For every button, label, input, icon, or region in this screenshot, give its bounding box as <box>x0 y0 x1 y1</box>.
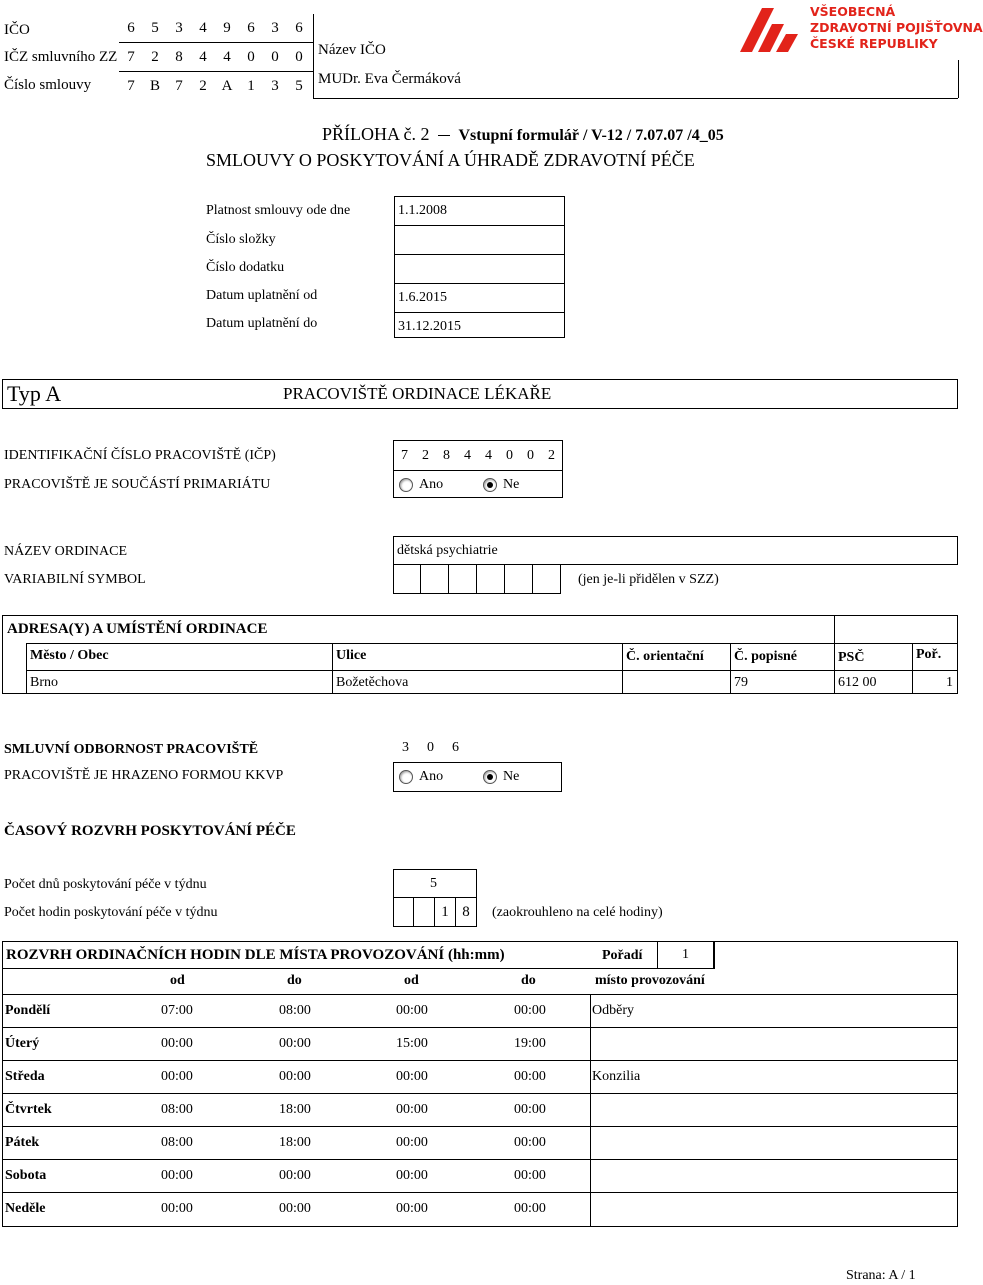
schedule-grid-line <box>2 1093 958 1094</box>
orientation-number-header: Č. orientační <box>626 649 704 664</box>
specialty-digit: 0 <box>427 740 434 755</box>
schedule-grid-line <box>2 994 958 995</box>
thursday-to-1: 18:00 <box>279 1102 311 1117</box>
ico-label: IČO <box>4 22 30 38</box>
contract-digit: 3 <box>271 78 279 94</box>
address-col-line <box>622 643 623 694</box>
contract-digit: 7 <box>175 78 183 94</box>
icp-digit: 2 <box>548 448 555 463</box>
day-tuesday: Úterý <box>5 1036 40 1051</box>
sunday-from-2: 00:00 <box>396 1201 428 1216</box>
day-thursday: Čtvrtek <box>5 1102 52 1117</box>
hours-cell[interactable] <box>414 897 435 927</box>
address-col-line <box>26 643 27 694</box>
schedule-title: ROZVRH ORDINAČNÍCH HODIN DLE MÍSTA PROVOZOVÁNÍ (hh:mm) <box>6 947 505 963</box>
contract-digit: 7 <box>127 78 135 94</box>
address-descriptive-number: 79 <box>734 675 748 690</box>
friday-to-2: 00:00 <box>514 1135 546 1150</box>
kkvp-yes-label: Ano <box>419 769 444 784</box>
ico-digit: 3 <box>271 20 279 36</box>
schedule-order-label: Pořadí <box>602 948 643 963</box>
icp-digit: 0 <box>527 448 534 463</box>
address-col-line <box>912 643 913 694</box>
contract-digit: 1 <box>247 78 255 94</box>
valid-from-label: Datum uplatnění od <box>206 288 318 303</box>
schedule-grid-line <box>2 1027 958 1028</box>
variable-symbol-cells <box>393 564 561 594</box>
friday-from-1: 08:00 <box>161 1135 193 1150</box>
monday-from-1: 07:00 <box>161 1003 193 1018</box>
specialty-digits <box>393 734 483 763</box>
address-header-line <box>26 643 958 644</box>
address-street: Božetěchova <box>336 675 409 690</box>
address-postal-code: 612 00 <box>838 675 877 690</box>
hours-per-week-cells <box>393 897 477 927</box>
sunday-to-1: 00:00 <box>279 1201 311 1216</box>
address-col-line <box>834 615 835 694</box>
wednesday-from-1: 00:00 <box>161 1069 193 1084</box>
icz-digit: 4 <box>223 49 231 65</box>
specialty-digit: 3 <box>402 740 409 755</box>
radio-selected-icon[interactable] <box>483 478 497 492</box>
day-friday: Pátek <box>5 1135 40 1150</box>
office-name-label: NÁZEV ORDINACE <box>4 544 128 559</box>
contract-digits <box>119 72 313 100</box>
header-digit-grid <box>119 14 313 100</box>
icz-digit: 8 <box>175 49 183 65</box>
primariat-no-label: Ne <box>503 477 520 492</box>
icz-digits <box>119 43 313 72</box>
address-section <box>2 615 958 694</box>
kkvp-radios <box>393 762 562 792</box>
variable-symbol-label: VARIABILNÍ SYMBOL <box>4 572 146 587</box>
primariat-no-option[interactable] <box>483 471 519 499</box>
day-saturday: Sobota <box>5 1168 47 1183</box>
icz-digit: 2 <box>151 49 159 65</box>
radio-icon[interactable] <box>399 770 413 784</box>
kkvp-label: PRACOVIŠTĚ JE HRAZENO FORMOU KKVP <box>4 768 284 783</box>
ico-digit: 4 <box>199 20 207 36</box>
ico-digit: 5 <box>151 20 159 36</box>
logo-line-1: VŠEOBECNÁ <box>810 4 896 19</box>
icz-digit: 0 <box>295 49 303 65</box>
attachment-label: PŘÍLOHA č. 2 <box>322 124 430 144</box>
wednesday-from-2: 00:00 <box>396 1069 428 1084</box>
saturday-from-2: 00:00 <box>396 1168 428 1183</box>
days-per-week-value: 5 <box>430 876 437 891</box>
wednesday-to-1: 00:00 <box>279 1069 311 1084</box>
vs-cell[interactable] <box>449 564 477 594</box>
icp-digit: 7 <box>401 448 408 463</box>
day-monday: Pondělí <box>5 1003 51 1018</box>
wednesday-place: Konzilia <box>592 1069 641 1084</box>
primariat-yes-option[interactable] <box>399 471 443 499</box>
icz-digit: 0 <box>271 49 279 65</box>
ico-digit: 3 <box>175 20 183 36</box>
vzp-logo <box>740 4 983 56</box>
folder-number-value[interactable] <box>395 226 564 255</box>
validity-label: Platnost smlouvy ode dne <box>206 203 351 218</box>
tuesday-to-2: 19:00 <box>514 1036 546 1051</box>
office-name-field[interactable] <box>393 536 958 565</box>
primariat-radios <box>394 471 562 499</box>
schedule-order-field[interactable] <box>657 942 715 969</box>
day-wednesday: Středa <box>5 1069 45 1084</box>
icp-digit: 4 <box>464 448 471 463</box>
order-header: Poř. <box>916 647 942 662</box>
address-order: 1 <box>946 675 953 690</box>
schedule-place-divider <box>590 994 591 1227</box>
hours-cell[interactable]: 1 <box>435 897 456 927</box>
valid-from-value[interactable]: 1.6.2015 <box>395 284 564 313</box>
address-col-line <box>332 643 333 694</box>
icp-digit: 2 <box>422 448 429 463</box>
schedule-grid-line <box>2 1192 958 1193</box>
monday-to-2: 00:00 <box>514 1003 546 1018</box>
schedule-header-line <box>3 968 657 969</box>
ico-digit: 9 <box>223 20 231 36</box>
amendment-number-label: Číslo dodatku <box>206 260 285 275</box>
thursday-from-1: 08:00 <box>161 1102 193 1117</box>
schedule-summary-title: ČASOVÝ ROZVRH POSKYTOVÁNÍ PÉČE <box>4 823 296 839</box>
primariat-label: PRACOVIŠTĚ JE SOUČÁSTÍ PRIMARIÁTU <box>4 477 271 492</box>
radio-selected-icon[interactable] <box>483 770 497 784</box>
days-per-week-label: Počet dnů poskytování péče v týdnu <box>4 877 207 892</box>
title-line-2: SMLOUVY O POSKYTOVÁNÍ A ÚHRADĚ ZDRAVOTNÍ PÉČE <box>206 150 695 170</box>
kkvp-no-option[interactable] <box>483 769 519 785</box>
kkvp-no-label: Ne <box>503 769 520 784</box>
valid-to-value[interactable]: 31.12.2015 <box>398 319 461 334</box>
hours-cell[interactable]: 8 <box>456 897 477 927</box>
icp-digit: 4 <box>485 448 492 463</box>
descriptive-number-header: Č. popisné <box>734 649 798 664</box>
street-header: Ulice <box>336 648 367 663</box>
specialty-label: SMLUVNÍ ODBORNOST PRACOVIŠTĚ <box>4 742 259 757</box>
icz-digit: 0 <box>247 49 255 65</box>
days-per-week-field[interactable] <box>393 869 477 898</box>
saturday-to-1: 00:00 <box>279 1168 311 1183</box>
icp-digit: 8 <box>443 448 450 463</box>
icz-label: IČZ smluvního ZZ <box>4 49 118 65</box>
radio-icon[interactable] <box>399 478 413 492</box>
friday-to-1: 18:00 <box>279 1135 311 1150</box>
ico-digit: 6 <box>127 20 135 36</box>
thursday-from-2: 00:00 <box>396 1102 428 1117</box>
ico-digits <box>119 14 313 43</box>
saturday-from-1: 00:00 <box>161 1168 193 1183</box>
logo-line-3: ČESKÉ REPUBLIKY <box>810 36 938 51</box>
address-city: Brno <box>30 675 58 690</box>
vs-cell[interactable] <box>477 564 505 594</box>
ico-digit: 6 <box>247 20 255 36</box>
city-header: Město / Obec <box>30 648 109 663</box>
hours-per-week-label: Počet hodin poskytování péče v týdnu <box>4 905 218 920</box>
contract-digit: 5 <box>295 78 303 94</box>
friday-from-2: 00:00 <box>396 1135 428 1150</box>
saturday-to-2: 00:00 <box>514 1168 546 1183</box>
contract-digit: A <box>221 78 233 94</box>
form-code: Vstupní formulář / V-12 / 7.07.07 /4_05 <box>458 127 724 144</box>
contract-digit: B <box>149 78 160 94</box>
schedule-order-value: 1 <box>682 947 689 962</box>
name-label: Název IČO <box>318 42 386 58</box>
validity-box <box>394 196 565 338</box>
monday-place: Odběry <box>592 1003 634 1018</box>
icz-digit: 7 <box>127 49 135 65</box>
page-number: Strana: A / 1 <box>846 1268 916 1283</box>
workplace-type-title: PRACOVIŠTĚ ORDINACE LÉKAŘE <box>283 384 552 403</box>
tuesday-to-1: 00:00 <box>279 1036 311 1051</box>
contract-number-label: Číslo smlouvy <box>4 77 92 93</box>
address-title: ADRESA(Y) A UMÍSTĚNÍ ORDINACE <box>7 621 268 637</box>
sunday-to-2: 00:00 <box>514 1201 546 1216</box>
variable-symbol-note: (jen je-li přidělen v SZZ) <box>578 572 719 587</box>
day-sunday: Neděle <box>5 1201 46 1216</box>
logo-line-2: ZDRAVOTNÍ POJIŠŤOVNA <box>810 20 983 35</box>
type-label: Typ A <box>7 381 62 406</box>
amendment-number-value[interactable] <box>395 255 564 284</box>
monday-to-1: 08:00 <box>279 1003 311 1018</box>
validity-value[interactable]: 1.1.2008 <box>395 197 564 226</box>
hours-cell[interactable] <box>393 897 414 927</box>
schedule-grid-line <box>2 1159 958 1160</box>
header-bottom-line <box>313 98 958 99</box>
schedule-section <box>2 941 958 1227</box>
icz-digit: 4 <box>199 49 207 65</box>
sunday-from-1: 00:00 <box>161 1201 193 1216</box>
contract-digit: 2 <box>199 78 207 94</box>
icp-digits <box>394 441 562 471</box>
icp-label: IDENTIFIKAČNÍ ČÍSLO PRACOVIŠTĚ (IČP) <box>4 448 276 463</box>
col-to-2: do <box>521 973 536 988</box>
address-col-line <box>730 643 731 694</box>
col-place: místo provozování <box>595 973 705 988</box>
type-bar <box>2 379 958 409</box>
hours-note: (zaokrouhleno na celé hodiny) <box>492 905 663 920</box>
ico-digit: 6 <box>295 20 303 36</box>
valid-to-label: Datum uplatnění do <box>206 316 318 331</box>
icp-box <box>393 440 563 498</box>
monday-from-2: 00:00 <box>396 1003 428 1018</box>
col-from-1: od <box>170 973 185 988</box>
header-divider <box>313 14 314 98</box>
vs-cell[interactable] <box>421 564 449 594</box>
kkvp-yes-option[interactable] <box>399 769 443 785</box>
tuesday-from-1: 00:00 <box>161 1036 193 1051</box>
tuesday-from-2: 15:00 <box>396 1036 428 1051</box>
vs-cell[interactable] <box>505 564 533 594</box>
primariat-yes-label: Ano <box>419 477 444 492</box>
header-right-line <box>958 60 959 98</box>
address-row-line <box>26 670 958 671</box>
schedule-grid-line <box>2 1126 958 1127</box>
postal-code-header: PSČ <box>838 650 865 665</box>
thursday-to-2: 00:00 <box>514 1102 546 1117</box>
col-from-2: od <box>404 973 419 988</box>
folder-number-label: Číslo složky <box>206 232 276 247</box>
vzp-logo-icon <box>740 6 800 54</box>
specialty-digit: 6 <box>452 740 459 755</box>
name-value: MUDr. Eva Čermáková <box>318 71 461 87</box>
schedule-grid-line <box>2 1060 958 1061</box>
col-to-1: do <box>287 973 302 988</box>
vs-cell[interactable] <box>393 564 421 594</box>
title-line-1 <box>322 124 724 145</box>
icp-digit: 0 <box>506 448 513 463</box>
office-name-value: dětská psychiatrie <box>397 543 498 558</box>
vs-cell[interactable] <box>533 564 561 594</box>
wednesday-to-2: 00:00 <box>514 1069 546 1084</box>
